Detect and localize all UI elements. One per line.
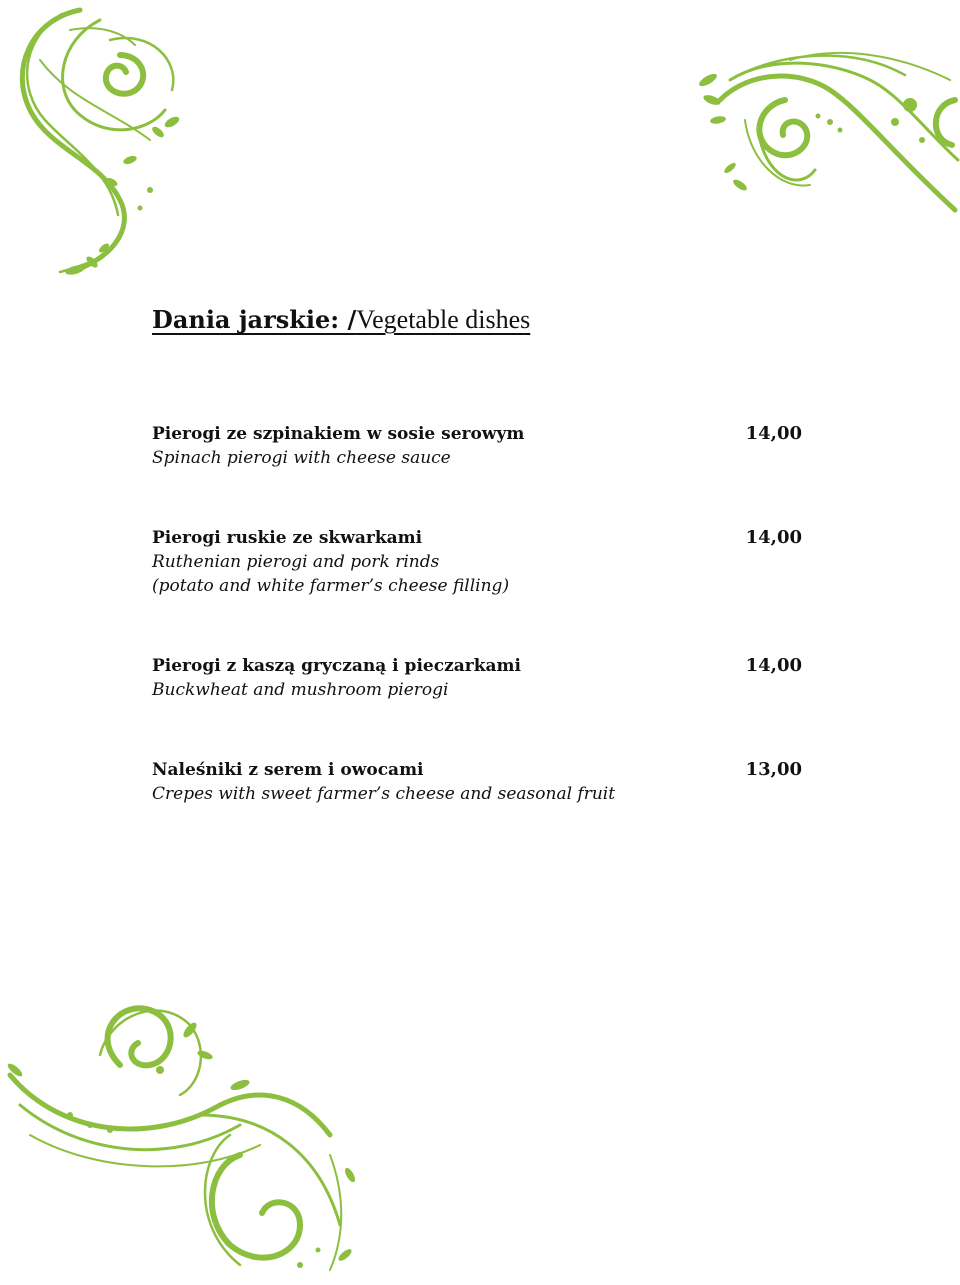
dish-name: Pierogi ruskie ze skwarkami (152, 528, 423, 548)
section-heading-english: Vegetable dishes (356, 305, 531, 334)
dish-description: Spinach pierogi with cheese sauce (152, 448, 451, 468)
menu-content (152, 300, 802, 862)
dish-description: Ruthenian pierogi and pork rinds (152, 552, 440, 572)
floral-swirl-icon (690, 40, 960, 220)
dish-description: (potato and white farmer’s cheese filling) (152, 576, 510, 596)
dish-name: Naleśniki z serem i owocami (152, 760, 424, 780)
dish-price: 14,00 (745, 655, 802, 676)
section-heading-polish: Dania jarskie: / (152, 305, 357, 334)
dish-description: Buckwheat and mushroom pierogi (152, 680, 449, 700)
floral-swirl-icon (0, 0, 200, 290)
dish-item (152, 654, 802, 702)
dish-price: 13,00 (745, 759, 802, 780)
dish-item (152, 758, 802, 806)
section-heading (152, 300, 802, 340)
dish-name: Pierogi ze szpinakiem w sosie serowym (152, 424, 525, 444)
dish-price: 14,00 (745, 527, 802, 548)
dish-price: 14,00 (745, 423, 802, 444)
dish-item (152, 422, 802, 470)
dish-item (152, 526, 802, 598)
dish-description: Crepes with sweet farmer’s cheese and seasonal fruit (152, 784, 616, 804)
dish-name: Pierogi z kaszą gryczaną i pieczarkami (152, 656, 521, 676)
floral-swirl-icon (0, 995, 370, 1285)
